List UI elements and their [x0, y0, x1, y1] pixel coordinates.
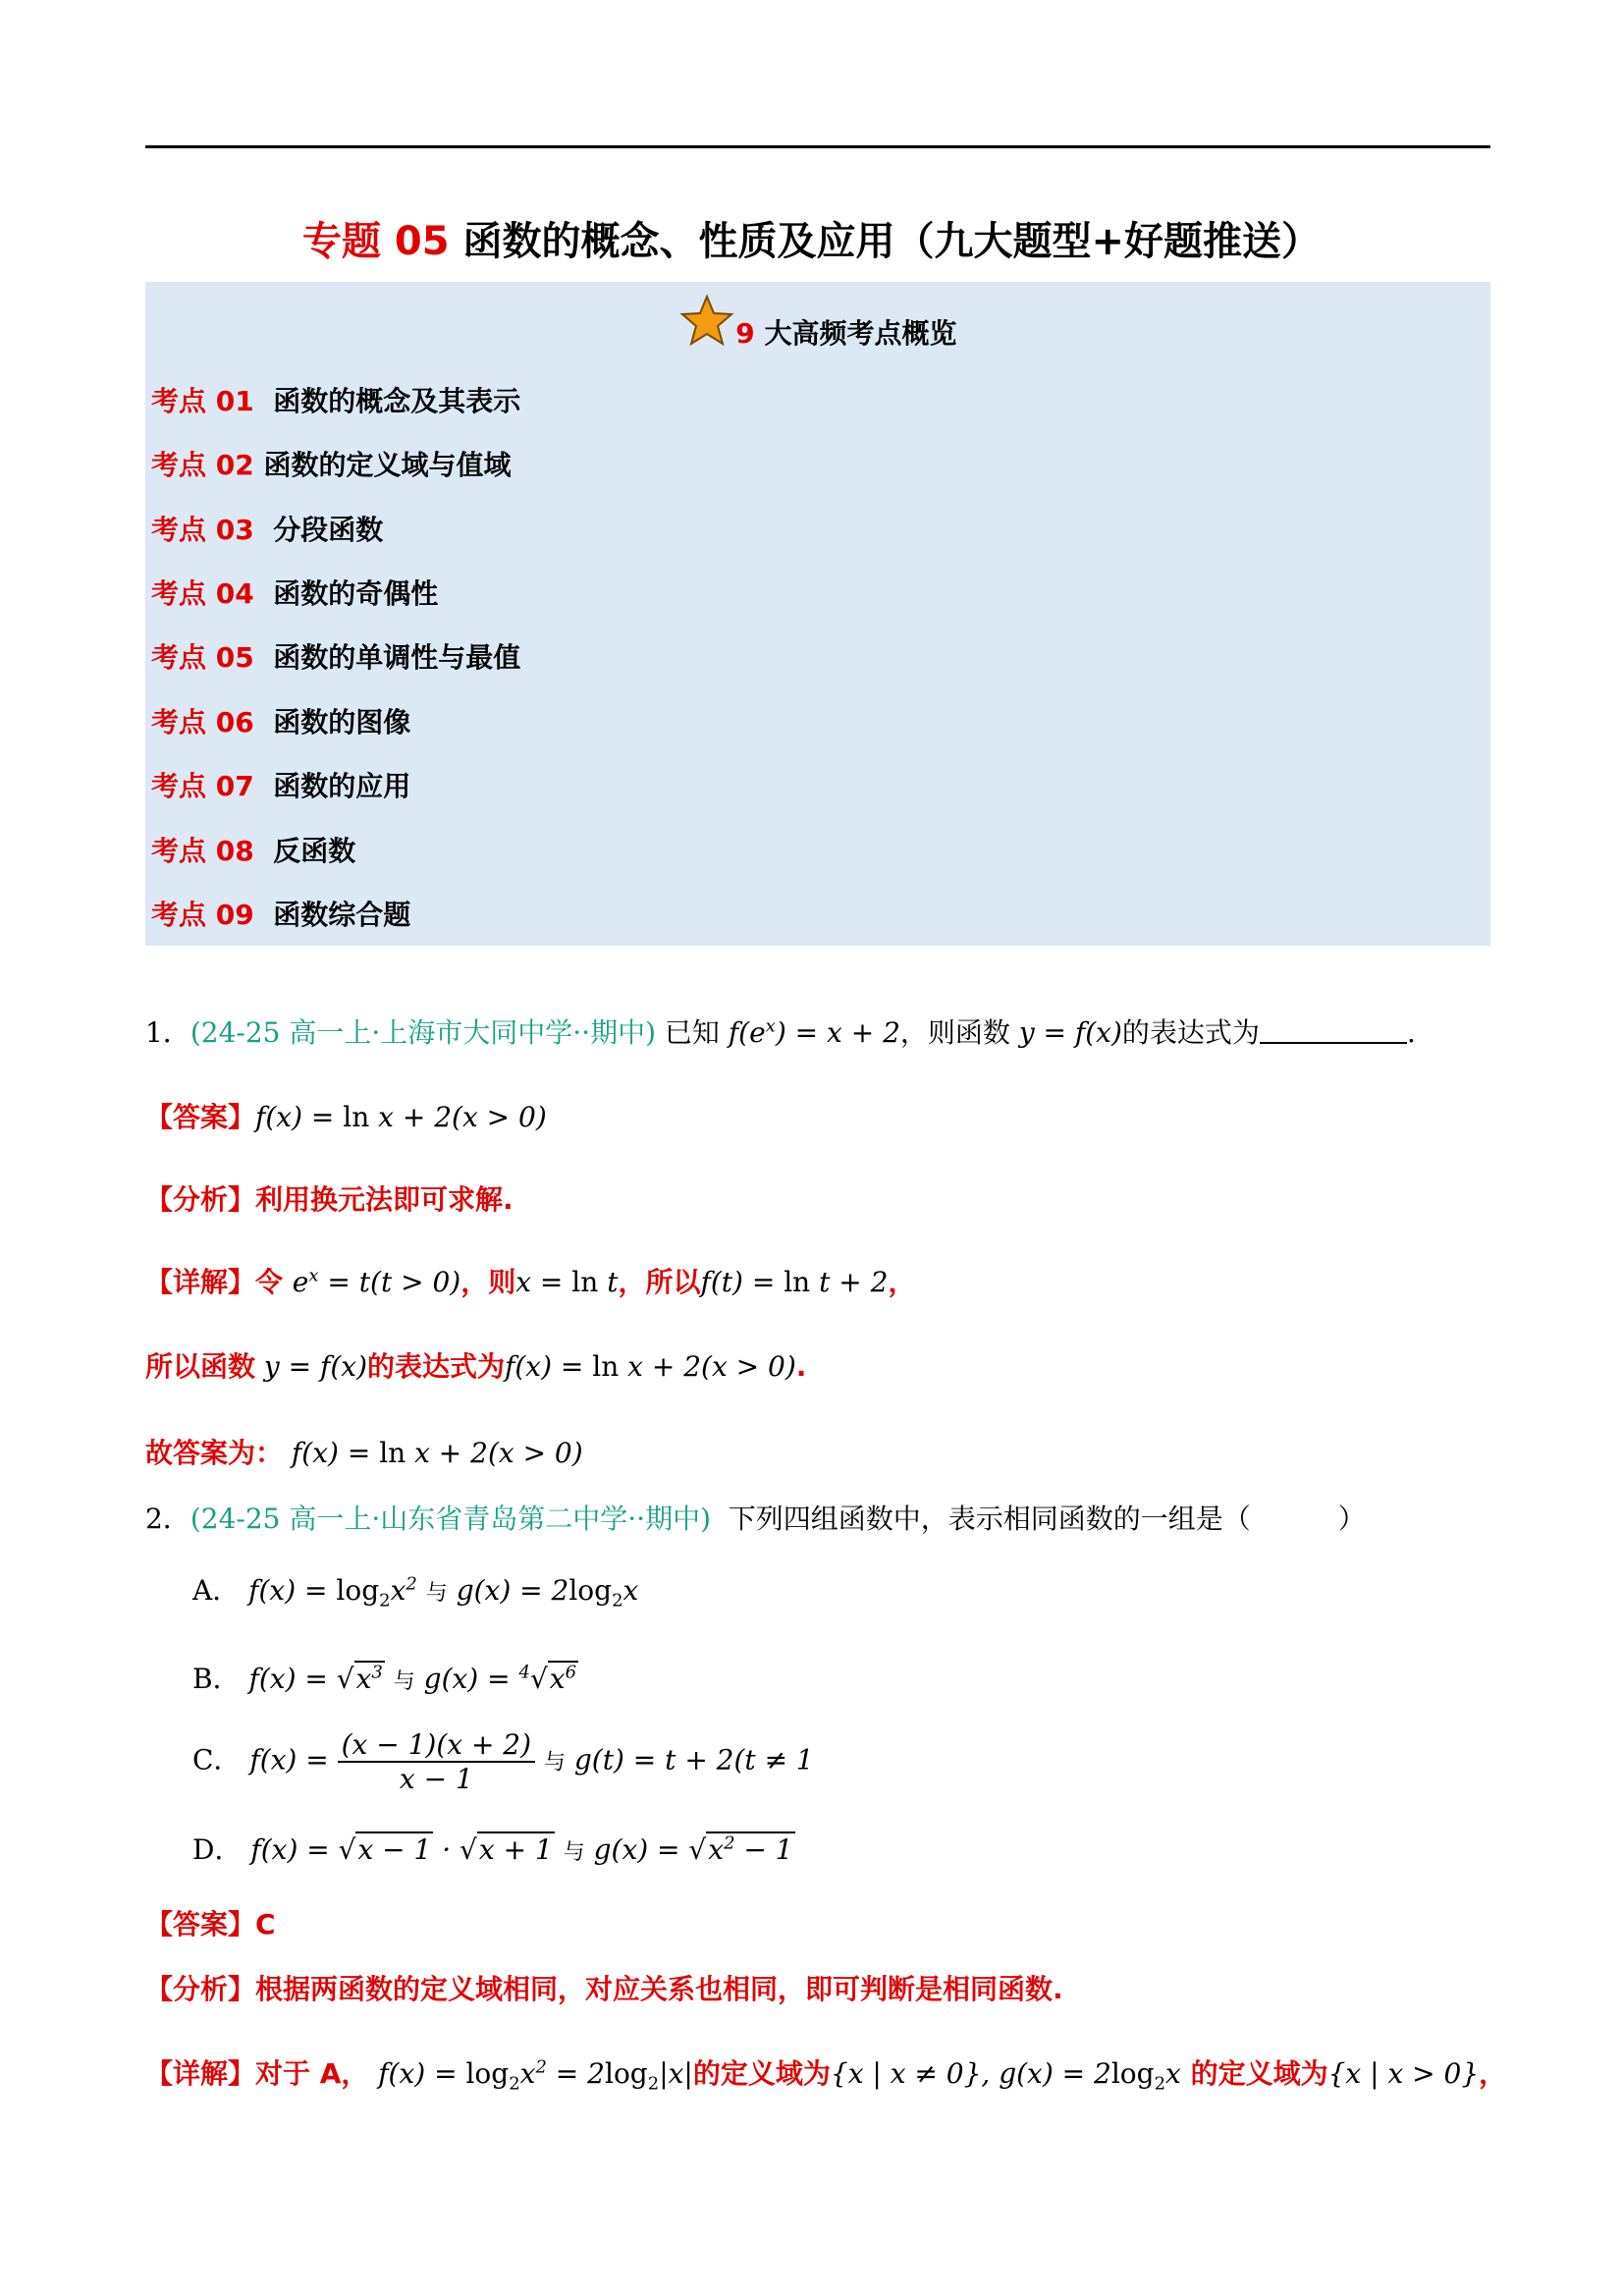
option-a: A． $f(x) = \log_2x^2$ 与 $g(x) = 2\log_2x$	[192, 1573, 639, 1612]
overview-heading: 9 大高频考点概览	[145, 294, 1490, 352]
kp-item: 考点 06 函数的图像	[151, 706, 411, 738]
page-title: 专题 05 函数的概念、性质及应用（九大题型+好题推送）	[301, 219, 1322, 264]
overview-box	[145, 282, 1490, 946]
star-icon	[679, 294, 734, 349]
kp-item: 考点 09 函数综合题	[151, 899, 411, 931]
q1-analysis: 【分析】利用换元法即可求解.	[145, 1183, 514, 1216]
q2-answer: 【答案】C	[145, 1908, 276, 1941]
option-b: B． $f(x) = √x^3$ 与 $g(x) = ^4√x^6$	[192, 1662, 577, 1695]
header-rule	[145, 145, 1490, 148]
q2-analysis: 【分析】根据两函数的定义域相同，对应关系也相同，即可判断是相同函数.	[145, 1973, 1063, 2005]
kp-item: 考点 04 函数的奇偶性	[151, 577, 439, 610]
q1-detail-2: 所以函数 y = f(x)的表达式为f(x) = ln x + 2(x > 0).	[145, 1350, 807, 1383]
question-source: (24-25 高一上·上海市大同中学··期中)	[189, 1016, 656, 1049]
question-2: 2．(24-25 高一上·山东省青岛第二中学··期中) 下列四组函数中，表示相同函数的一组是（ ）	[145, 1503, 1366, 1535]
q1-answer: 【答案】f(x) = ln x + 2(x > 0)	[145, 1101, 547, 1133]
question-1: 1．(24-25 高一上·上海市大同中学··期中) 已知 $f(e^x) = x + 2$，则函数 y = f(x)的表达式为 .	[145, 1015, 1416, 1049]
option-d: D． f(x) = √x − 1 · √x + 1 与 $g(x) = √x^2 - 1$	[192, 1832, 793, 1866]
kp-item: 考点 02 函数的定义域与值域	[151, 449, 512, 481]
q1-final: 故答案为： f(x) = ln x + 2(x > 0)	[145, 1437, 583, 1469]
q2-detail: 【详解】对于 A， $f(x) = \log_2x^2 = 2\log_2|x|$的定义域为{x | x ≠ 0}, $g(x) = 2\log_2x$ 的定义域为{x | x > 0}，	[145, 2056, 1507, 2095]
q1-detail: 【详解】令 $e^x = t(t > 0)$，则x = ln t，所以f(t) = ln t + 2，	[145, 1265, 916, 1298]
answer-blank	[1260, 1018, 1407, 1044]
kp-item: 考点 01 函数的概念及其表示	[151, 385, 521, 417]
question-source: (24-25 高一上·山东省青岛第二中学··期中)	[189, 1503, 711, 1535]
kp-item: 考点 08 反函数	[151, 835, 356, 867]
kp-item: 考点 05 函数的单调性与最值	[151, 641, 521, 674]
kp-item: 考点 03 分段函数	[151, 514, 384, 546]
kp-item: 考点 07 函数的应用	[151, 770, 411, 802]
option-c: C． f(x) = $\frac{(x - 1)(x + 2)}{x - 1}$ 与 g(t) = t + 2(t ≠ 1	[192, 1728, 814, 1795]
